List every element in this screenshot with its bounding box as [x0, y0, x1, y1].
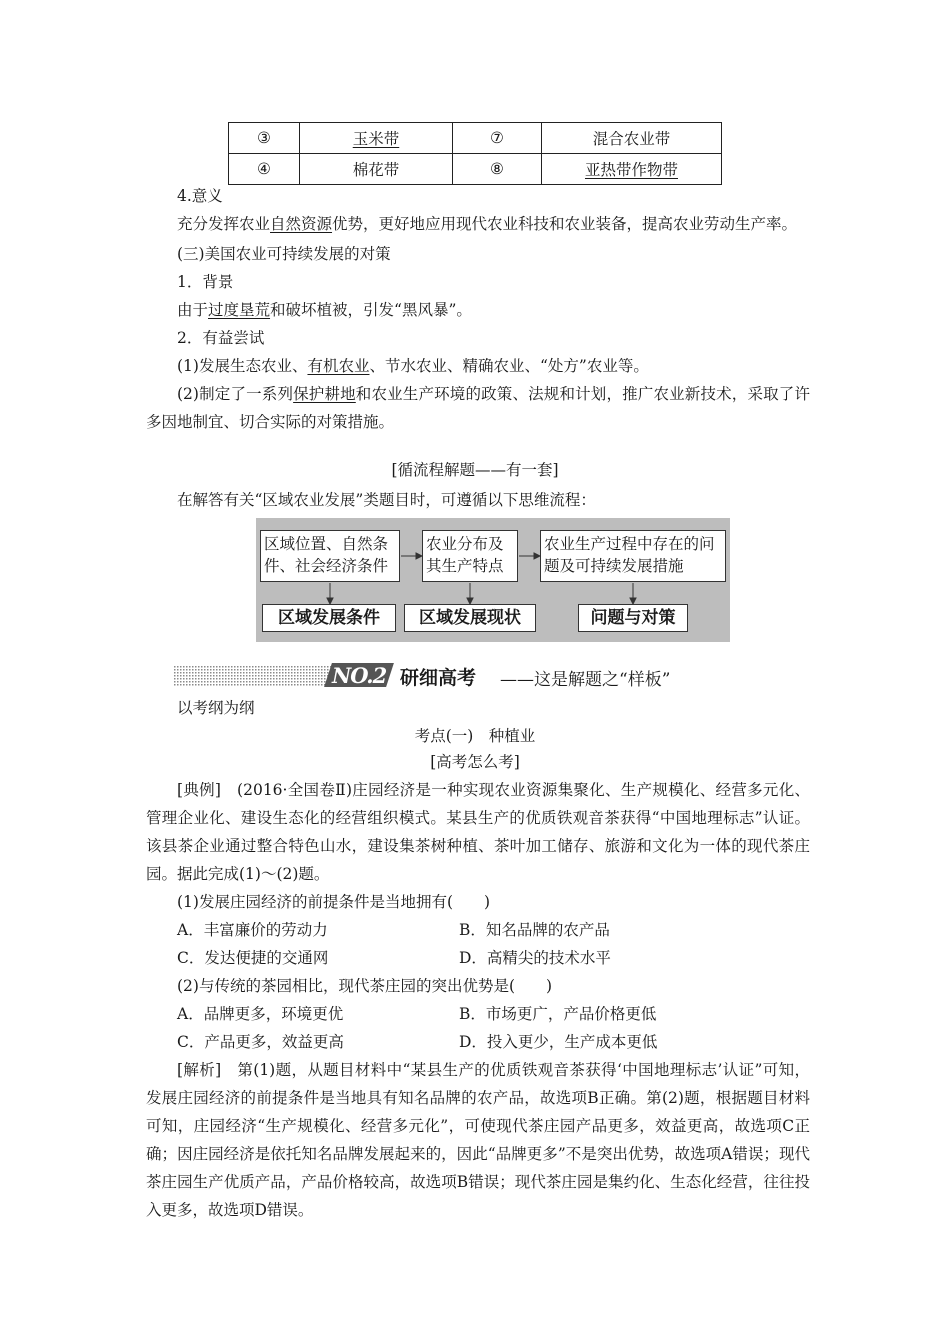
sub-heading: 2．有益尝试 — [177, 329, 265, 347]
table-cell: 混合农业带 — [542, 123, 722, 154]
banner-subtitle: ——这是解题之“样板” — [500, 670, 671, 690]
flow-diagram — [256, 518, 730, 642]
option-b: B．市场更广，产品价格更低 — [459, 1005, 657, 1023]
analysis-paragraph: [解析] 第(1)题，从题目材料中“某县生产的优质铁观音茶获得‘中国地理标志’认证”可知，发展庄园经济的前提条件是当地具有知名品牌的农产品，故选项B正确。第(2)题，根据题目材料可知，庄园经济“生产规模化、经营多元化”，可使现代茶庄园产品更多，效益更高，故选项C正确；因庄园经济是依托知名品牌发展起来的，因此“品牌更多”不是突出优势，故选项A错误；现代茶庄园生产优质产品，产品价格较高，故选项B错误；现代茶庄园是集约化、生态化经营，往往投入更多，故选项D错误。 — [146, 1061, 810, 1219]
exam-point-title: 考点(一) 种植业 — [414, 727, 536, 745]
option-row — [146, 916, 810, 944]
question-2: (2)与传统的茶园相比，现代茶庄园的突出优势是( ) — [177, 977, 553, 995]
arrow-right-icon — [416, 553, 422, 559]
table-cell: 棉花带 — [300, 154, 453, 185]
section-heading: (三)美国农业可持续发展的对策 — [177, 245, 391, 263]
flow-box-problems: 农业生产过程中存在的问题及可持续发展措施 — [540, 530, 726, 582]
section-significance — [146, 182, 810, 436]
table-cell: 亚热带作物带 — [542, 154, 722, 185]
table-row — [229, 123, 722, 154]
result-box-solutions: 问题与对策 — [578, 604, 688, 632]
option-d: D．高精尖的技术水平 — [459, 949, 611, 967]
paragraph: (2)制定了一系列保护耕地和农业生产环境的政策、法规和计划，推广农业新技术，采取了许多因地制宜、切合实际的对策措施。 — [146, 385, 810, 431]
option-row — [146, 944, 810, 972]
banner-title: 研细高考 — [400, 667, 477, 689]
table-row — [229, 154, 722, 185]
option-d: D．投入更少，生产成本更低 — [459, 1033, 658, 1051]
arrow-right-icon — [534, 553, 540, 559]
process-title: [循流程解题——有一套] — [391, 461, 559, 479]
option-row — [146, 1028, 810, 1056]
paragraph: 充分发挥农业自然资源优势，更好地应用现代农业科技和农业装备，提高农业劳动生产率。 — [177, 215, 798, 233]
result-box-conditions: 区域发展条件 — [262, 604, 396, 632]
outline-label: 以考纲为纲 — [177, 699, 255, 717]
paragraph: 由于过度垦荒和破坏植被，引发“黑风暴”。 — [177, 301, 472, 319]
process-intro: 在解答有关“区域农业发展”类题目时，可遵循以下思维流程： — [177, 491, 596, 509]
example-paragraph: [典例] (2016·全国卷Ⅱ)庄园经济是一种实现农业资源集聚化、生产规模化、经营多元化、管理企业化、建设生态化的经营组织模式。某县生产的优质铁观音茶获得“中国地理标志”认证。该县茶企业通过整合特色山水，建设集茶树种植、茶叶加工储存、旅游和文化为一体的现代茶庄园。据此完成(1)～(2)题。 — [146, 781, 810, 883]
table-cell: ⑦ — [453, 123, 542, 154]
flow-box-conditions: 区域位置、自然条件、社会经济条件 — [260, 530, 400, 582]
option-a: A．丰富廉价的劳动力 — [177, 921, 328, 939]
question-1: (1)发展庄园经济的前提条件是当地拥有( ) — [177, 893, 491, 911]
section-heading: 4.意义 — [177, 187, 223, 205]
section-banner — [146, 662, 810, 690]
banner-hatch — [174, 666, 344, 686]
example-block — [146, 776, 810, 1224]
option-a: A．品牌更多，环境更优 — [177, 1005, 344, 1023]
table-cell: ④ — [229, 154, 300, 185]
table-cell: ⑧ — [453, 154, 542, 185]
sub-heading: 1．背景 — [177, 273, 234, 291]
banner-badge-text: NO.2 — [332, 663, 387, 688]
option-c: C．发达便捷的交通网 — [177, 949, 329, 967]
option-c: C．产品更多，效益更高 — [177, 1033, 344, 1051]
table-cell: 玉米带 — [300, 123, 453, 154]
paragraph: (1)发展生态农业、有机农业、节水农业、精确农业、“处方”农业等。 — [177, 357, 649, 375]
flow-box-distribution: 农业分布及其生产特点 — [422, 530, 518, 582]
result-box-status: 区域发展现状 — [404, 604, 536, 632]
how-to-exam-title: [高考怎么考] — [430, 753, 520, 771]
belt-table — [228, 122, 722, 185]
table-cell: ③ — [229, 123, 300, 154]
option-row — [146, 1000, 810, 1028]
option-b: B．知名品牌的农产品 — [459, 921, 610, 939]
